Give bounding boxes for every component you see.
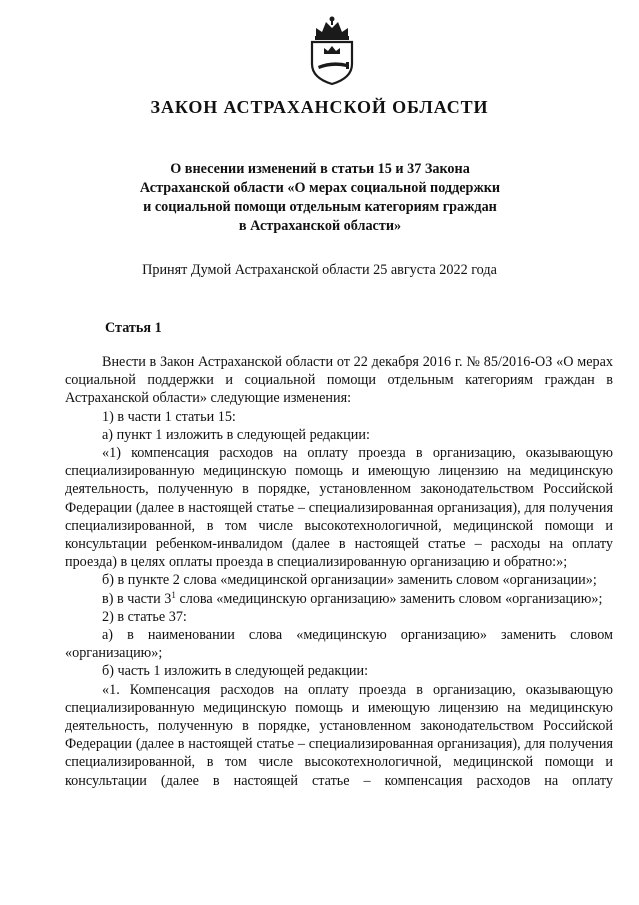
- superscript: 1: [171, 589, 176, 600]
- paragraph: 1) в части 1 статьи 15:: [102, 408, 236, 425]
- paragraph: б) в пункте 2 слова «медицинской организации» заменить словом «организации»;: [102, 572, 597, 589]
- paragraph: «1. Компенсация расходов на оплату проезда в организацию, оказывающую специализированную медицинскую помощь и имеющую лицензию на медицинскую деятельность, полученную в порядке, установленном законодательством Российской Федерации (далее в настоящей статье – специализированная организация), для получения специализированной, в том числе высокотехнологичной, медицинской помощи и консультации (далее в настоящей статье – компенсация расходов на оплату: [65, 681, 613, 789]
- subtitle-line: О внесении изменений в статьи 15 и 37 Закона: [170, 161, 470, 177]
- paragraph: а) в наименовании слова «медицинскую организацию» заменить словом «организацию»;: [65, 627, 613, 662]
- paragraph-text: в) в части 3: [102, 590, 172, 607]
- paragraph: [65, 590, 613, 608]
- article-body: [65, 353, 613, 790]
- law-title: ЗАКОН АСТРАХАНСКОЙ ОБЛАСТИ: [150, 97, 489, 117]
- subtitle-line: и социальной помощи отдельным категориям граждан: [143, 199, 497, 215]
- coat-of-arms-icon: [302, 14, 362, 86]
- paragraph: б) часть 1 изложить в следующей редакции:: [102, 663, 369, 680]
- article-heading: Статья 1: [105, 320, 162, 336]
- paragraph: «1) компенсация расходов на оплату проезда в организацию, оказывающую специализированную медицинскую помощь и имеющую лицензию на медицинскую деятельность, полученную в порядке, установленном законодательством Российской Федерации (далее в настоящей статье – специализированная организация), для получения специализированной, в том числе высокотехнологичной, медицинской помощи и консультации ребенком-инвалидом (далее в настоящей статье – расходы на оплату проезда) в целях оплаты проезда в специализированную организацию и обратно:»;: [65, 445, 613, 571]
- paragraph-text: слова «медицинскую организацию» заменить словом «организацию»;: [175, 590, 603, 607]
- subtitle-line: в Астраханской области»: [238, 218, 402, 234]
- paragraph: 2) в статье 37:: [102, 608, 187, 625]
- paragraph: а) пункт 1 изложить в следующей редакции:: [102, 426, 370, 443]
- adoption-note: Принят Думой Астраханской области 25 августа 2022 года: [142, 262, 497, 278]
- subtitle-line: Астраханской области «О мерах социальной поддержки: [139, 180, 501, 196]
- law-subtitle: [100, 160, 540, 236]
- paragraph: Внести в Закон Астраханской области от 22 декабря 2016 г. № 85/2016-ОЗ «О мерах социальной поддержки и социальной помощи отдельным категориям граждан в Астраханской области» следующие изменения:: [65, 354, 613, 407]
